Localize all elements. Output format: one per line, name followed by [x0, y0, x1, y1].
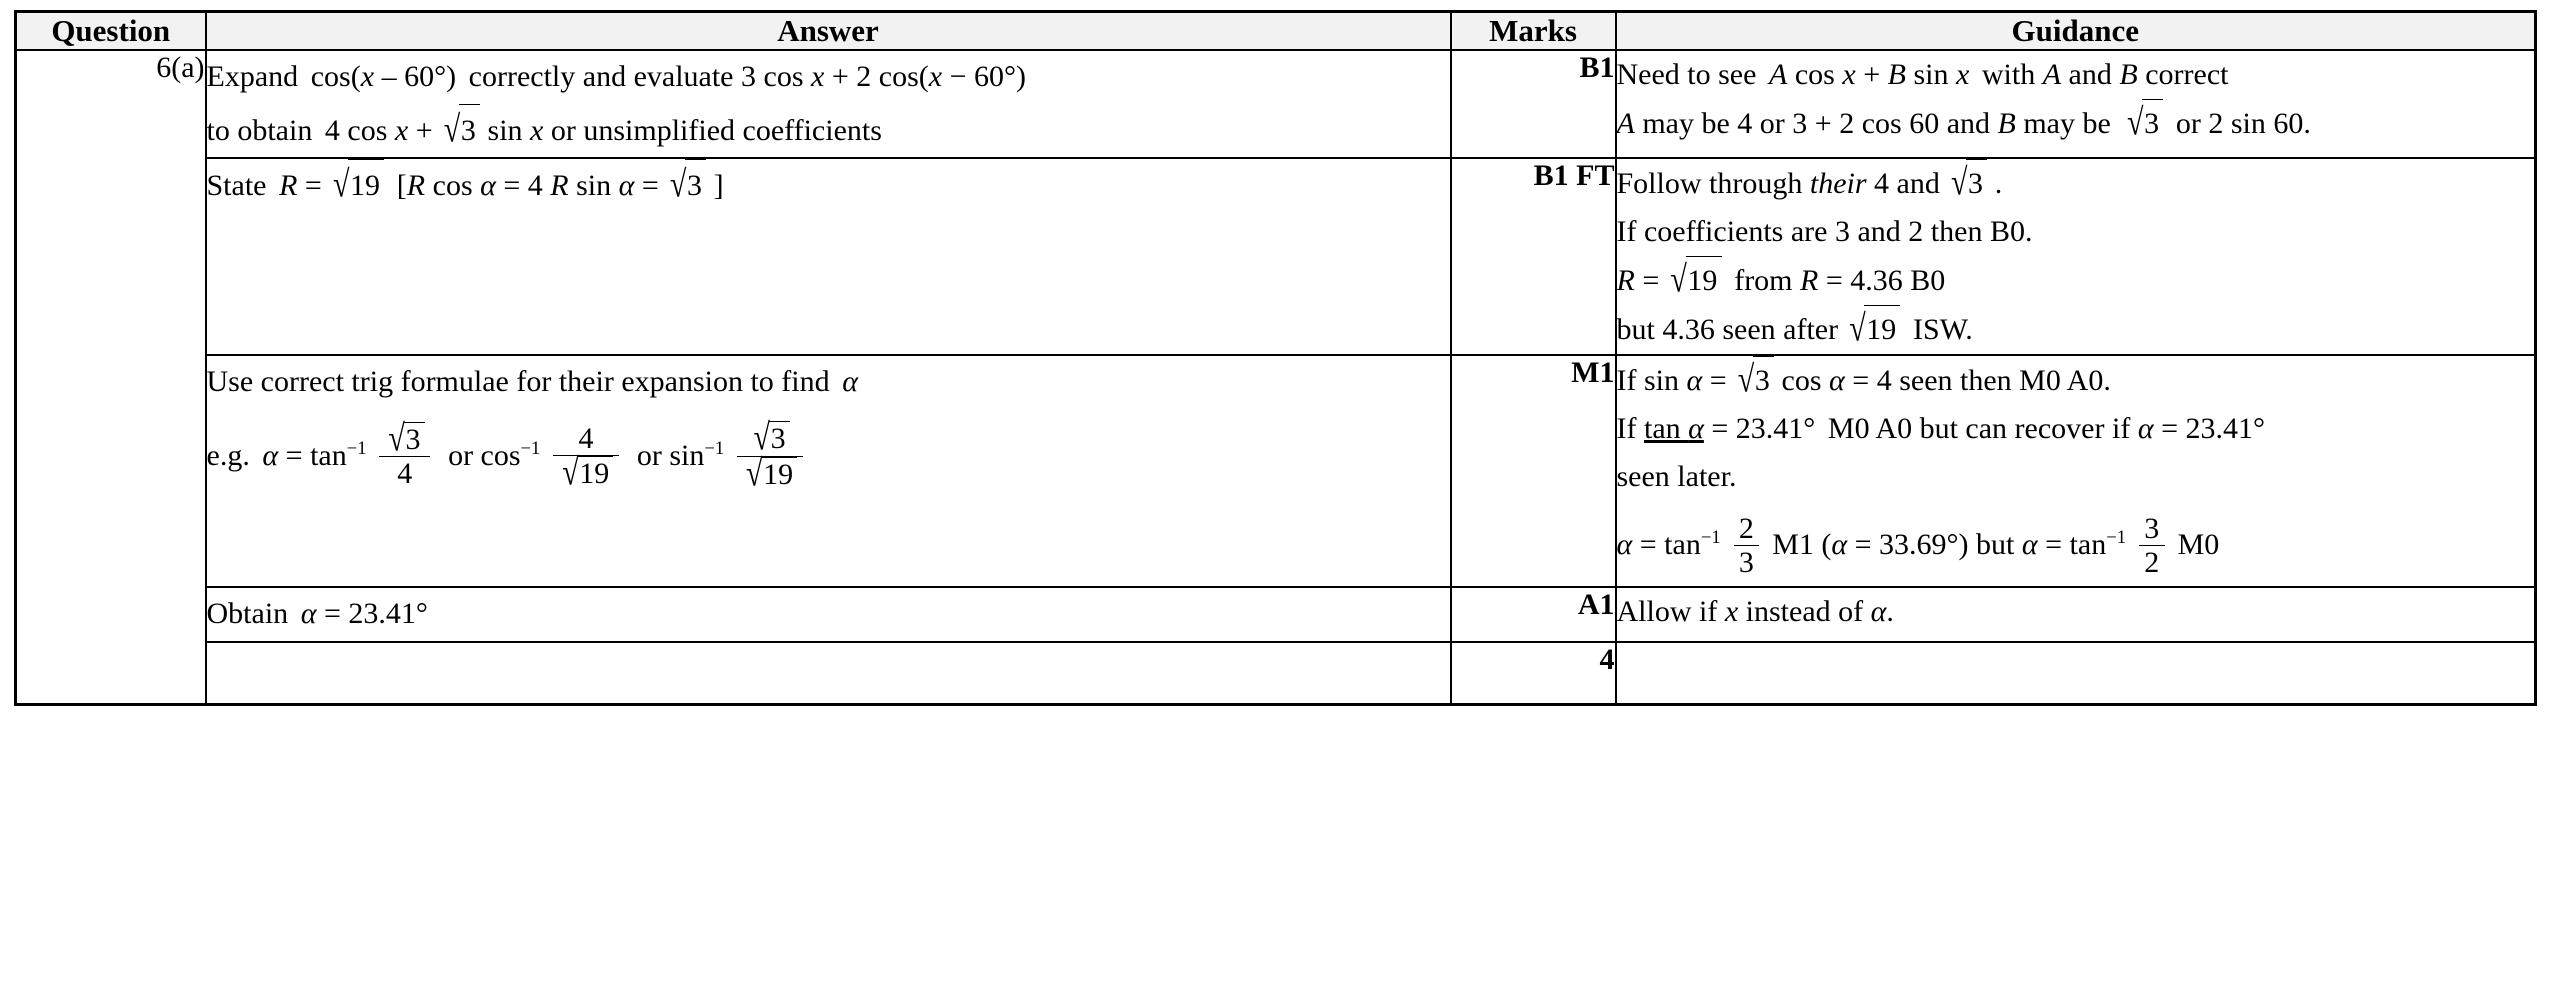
answer-line: e.g. $\alpha = \tan^{-1}$ $\frac{√3}{4}$ or $\cos^{-1}$ $\frac{4}{√19}$ or $\sin^{-1}$ $\frac{√3}{√19}$	[207, 423, 1450, 493]
guidance-line: A may be 4 or 3 + 2 cos 60 and B may be √3 or 2 sin 60.	[1617, 99, 2535, 148]
column-header-question: Question	[16, 12, 206, 51]
marks-cell	[1451, 158, 1616, 355]
column-header-guidance: Guidance	[1616, 12, 2536, 51]
column-header-answer: Answer	[206, 12, 1451, 51]
question-number: 6(a)	[156, 51, 205, 84]
answer-line: Obtain α = 23.41°	[206, 597, 428, 630]
marks-cell	[1451, 355, 1616, 587]
mark-value: M1	[1571, 356, 1615, 389]
table-header	[16, 12, 2536, 51]
question-number-cell	[16, 50, 206, 704]
answer-line: to obtain 4 cos x + √3 sin x or unsimplified coefficients	[207, 104, 1450, 158]
table-body	[16, 50, 2536, 704]
answer-line: State R = √19 [R cos α = 4 R sin α = √3 ]	[207, 159, 1450, 213]
guidance-line: If tan α = 23.41° M0 A0 but can recover if α = 23.41°	[1616, 412, 2265, 445]
column-header-marks: Marks	[1451, 12, 1616, 51]
answer-cell	[206, 50, 1451, 158]
table-row	[16, 355, 2536, 587]
guidance-cell	[1616, 355, 2536, 587]
answer-cell	[206, 355, 1451, 587]
marks-cell	[1451, 587, 1616, 642]
marks-cell	[1451, 50, 1616, 158]
mark-value: B1 FT	[1533, 159, 1615, 192]
guidance-line: Follow through their 4 and √3 .	[1617, 159, 2535, 208]
guidance-line: $\alpha = \tan^{-1}$ $\frac{2}{3}$ M1 (α = 33.69°) but $\alpha = \tan^{-1}$ $\frac{3}{2}$ M0	[1616, 511, 2220, 580]
marks-total-cell	[1451, 642, 1616, 705]
guidance-line: Need to see A cos x + B sin x with A and B correct	[1616, 58, 2229, 91]
guidance-line: but 4.36 seen after √19 ISW.	[1617, 305, 2535, 354]
guidance-cell	[1616, 587, 2536, 642]
table-row-total	[16, 642, 2536, 705]
guidance-line: If coefficients are 3 and 2 then B0.	[1616, 215, 2033, 248]
table-row	[16, 50, 2536, 158]
table-row	[16, 158, 2536, 355]
mark-total-value: 4	[1599, 642, 1615, 676]
guidance-line: seen later.	[1616, 460, 1737, 493]
mark-value: A1	[1577, 588, 1615, 621]
answer-cell	[206, 587, 1451, 642]
answer-line: Expand cos(x – 60°) correctly and evaluate 3 cos x + 2 cos(x − 60°)	[206, 60, 1026, 93]
guidance-line: Allow if x instead of α.	[1616, 595, 1894, 628]
answer-cell	[206, 158, 1451, 355]
answer-cell-empty	[206, 642, 1451, 705]
answer-line: Use correct trig formulae for their expansion to find α	[206, 365, 858, 398]
guidance-cell	[1616, 158, 2536, 355]
table-header-row	[16, 12, 2536, 51]
markscheme-table	[14, 10, 2537, 706]
guidance-line: If sin α = √3 cos α = 4 seen then M0 A0.	[1617, 356, 2535, 405]
guidance-cell-empty	[1616, 642, 2536, 705]
mark-value: B1	[1579, 51, 1615, 84]
guidance-line: R = √19 from R = 4.36 B0	[1617, 256, 2535, 305]
table-row	[16, 587, 2536, 642]
guidance-cell	[1616, 50, 2536, 158]
